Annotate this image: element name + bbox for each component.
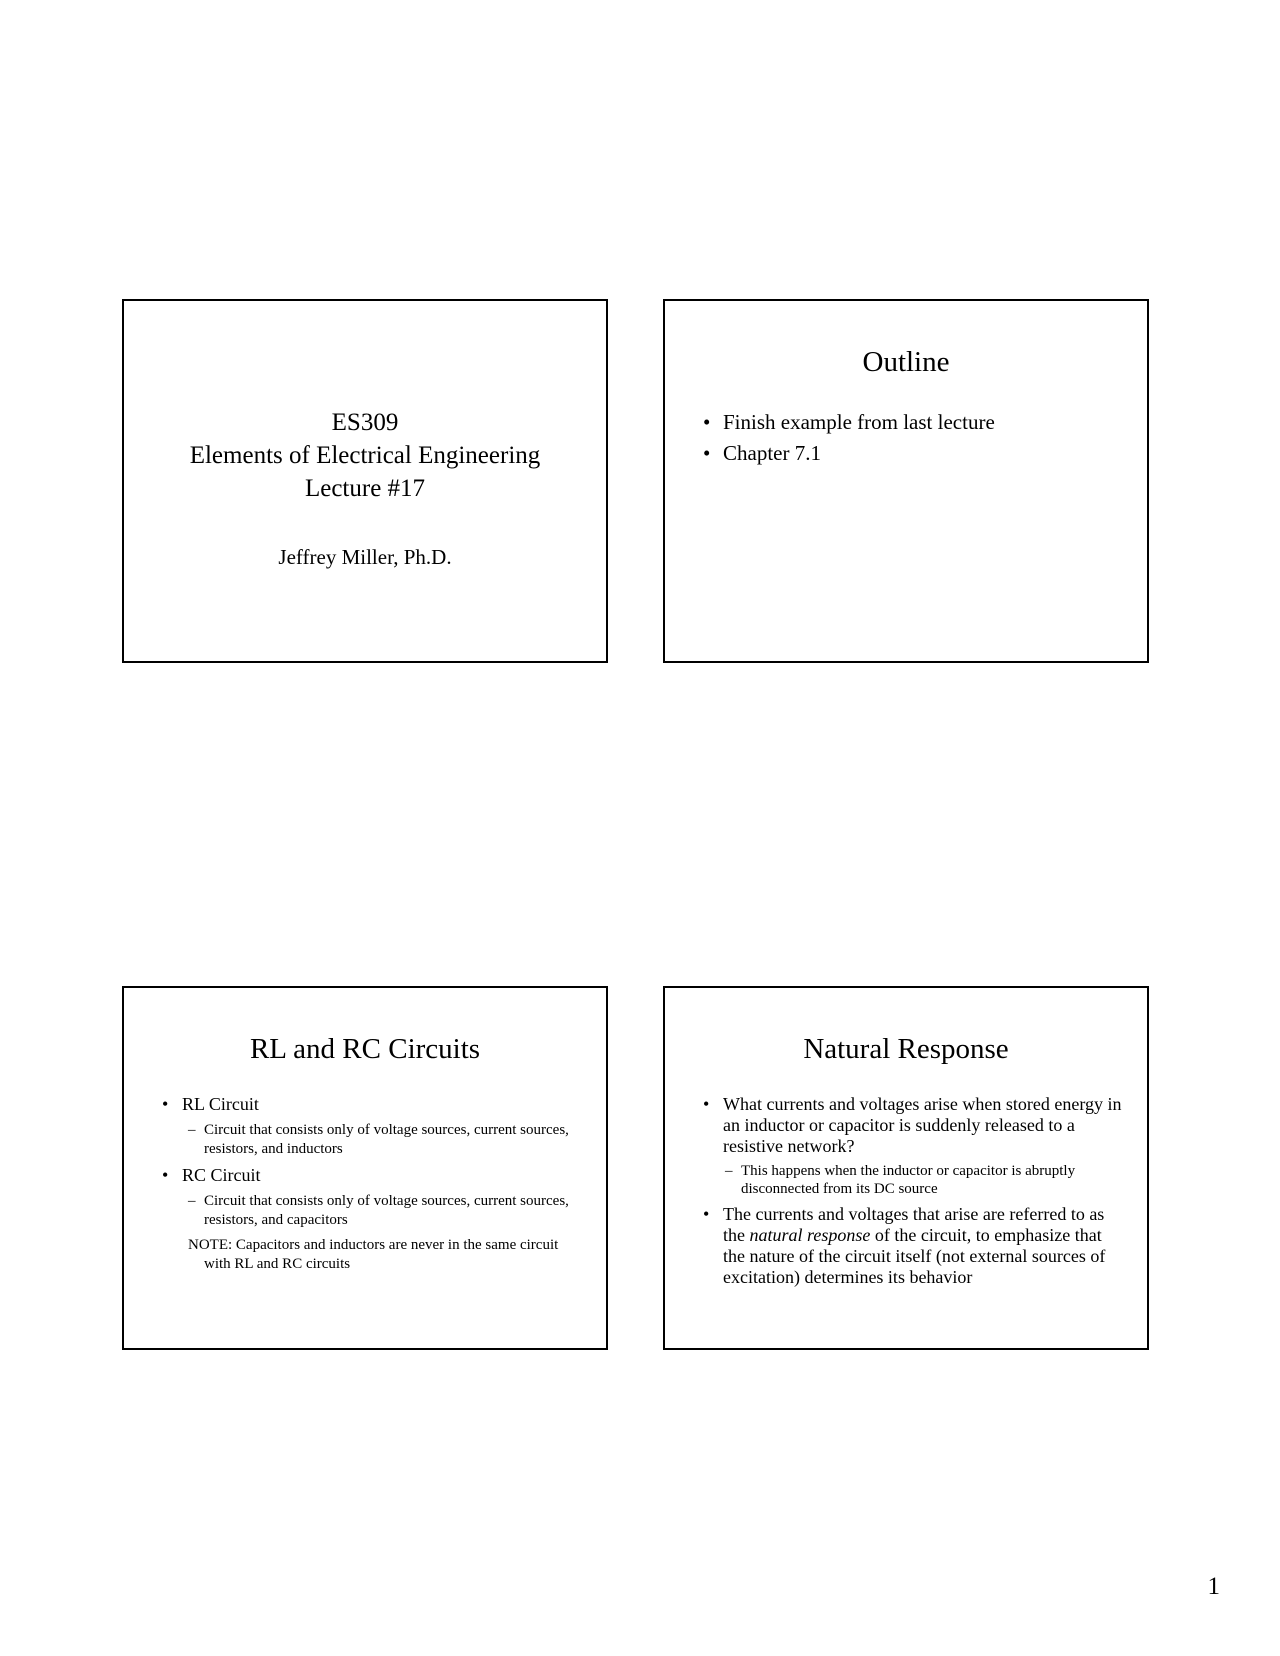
slide-title: Natural Response: [803, 1033, 1009, 1065]
emphasis-text: natural response: [749, 1225, 871, 1245]
course-code: ES309: [331, 409, 399, 436]
title-block: [124, 406, 606, 505]
bullet-list: [703, 407, 1123, 469]
list-item: • Finish example from last lecture: [703, 407, 1123, 438]
page-number: 1: [1207, 1573, 1220, 1600]
lecture-number: Lecture #17: [304, 475, 426, 502]
course-name: Elements of Electrical Engineering: [189, 442, 541, 469]
author: Jeffrey Miller, Ph.D.: [278, 545, 452, 569]
sub-list-item: – This happens when the inductor or capacitor is abruptly disconnected from its DC source: [725, 1162, 1123, 1198]
list-item: • RL Circuit: [162, 1094, 582, 1115]
bullet-list: [162, 1094, 582, 1274]
list-item: • What currents and voltages arise when stored energy in an inductor or capacitor is suddenly released to a resistive network?: [703, 1094, 1123, 1157]
sub-list-item: – Circuit that consists only of voltage sources, current sources, resistors, and inductors: [188, 1121, 582, 1159]
slide-rl-rc-circuits: [122, 986, 608, 1350]
note-text: NOTE: Capacitors and inductors are never in the same circuit with RL and RC circuits: [188, 1237, 559, 1272]
slide-natural-response: [663, 986, 1149, 1350]
bullet-text: of the circuit, to emphasize that the nature of the circuit itself (not external sources of excitation) determines its behavior: [723, 1225, 1106, 1287]
list-item: [703, 1204, 1123, 1288]
slide-outline: [663, 299, 1149, 663]
bullet-text: The currents and voltages that arise are referred to as the: [723, 1204, 1105, 1245]
sub-list-item: – Circuit that consists only of voltage sources, current sources, resistors, and capacitors: [188, 1192, 582, 1230]
slide-title: Outline: [862, 346, 950, 378]
slide-title: RL and RC Circuits: [249, 1033, 481, 1065]
slide-title-card: [122, 299, 608, 663]
list-item: • Chapter 7.1: [703, 438, 1123, 469]
list-item: • RC Circuit: [162, 1165, 582, 1186]
bullet-list: [703, 1094, 1123, 1293]
